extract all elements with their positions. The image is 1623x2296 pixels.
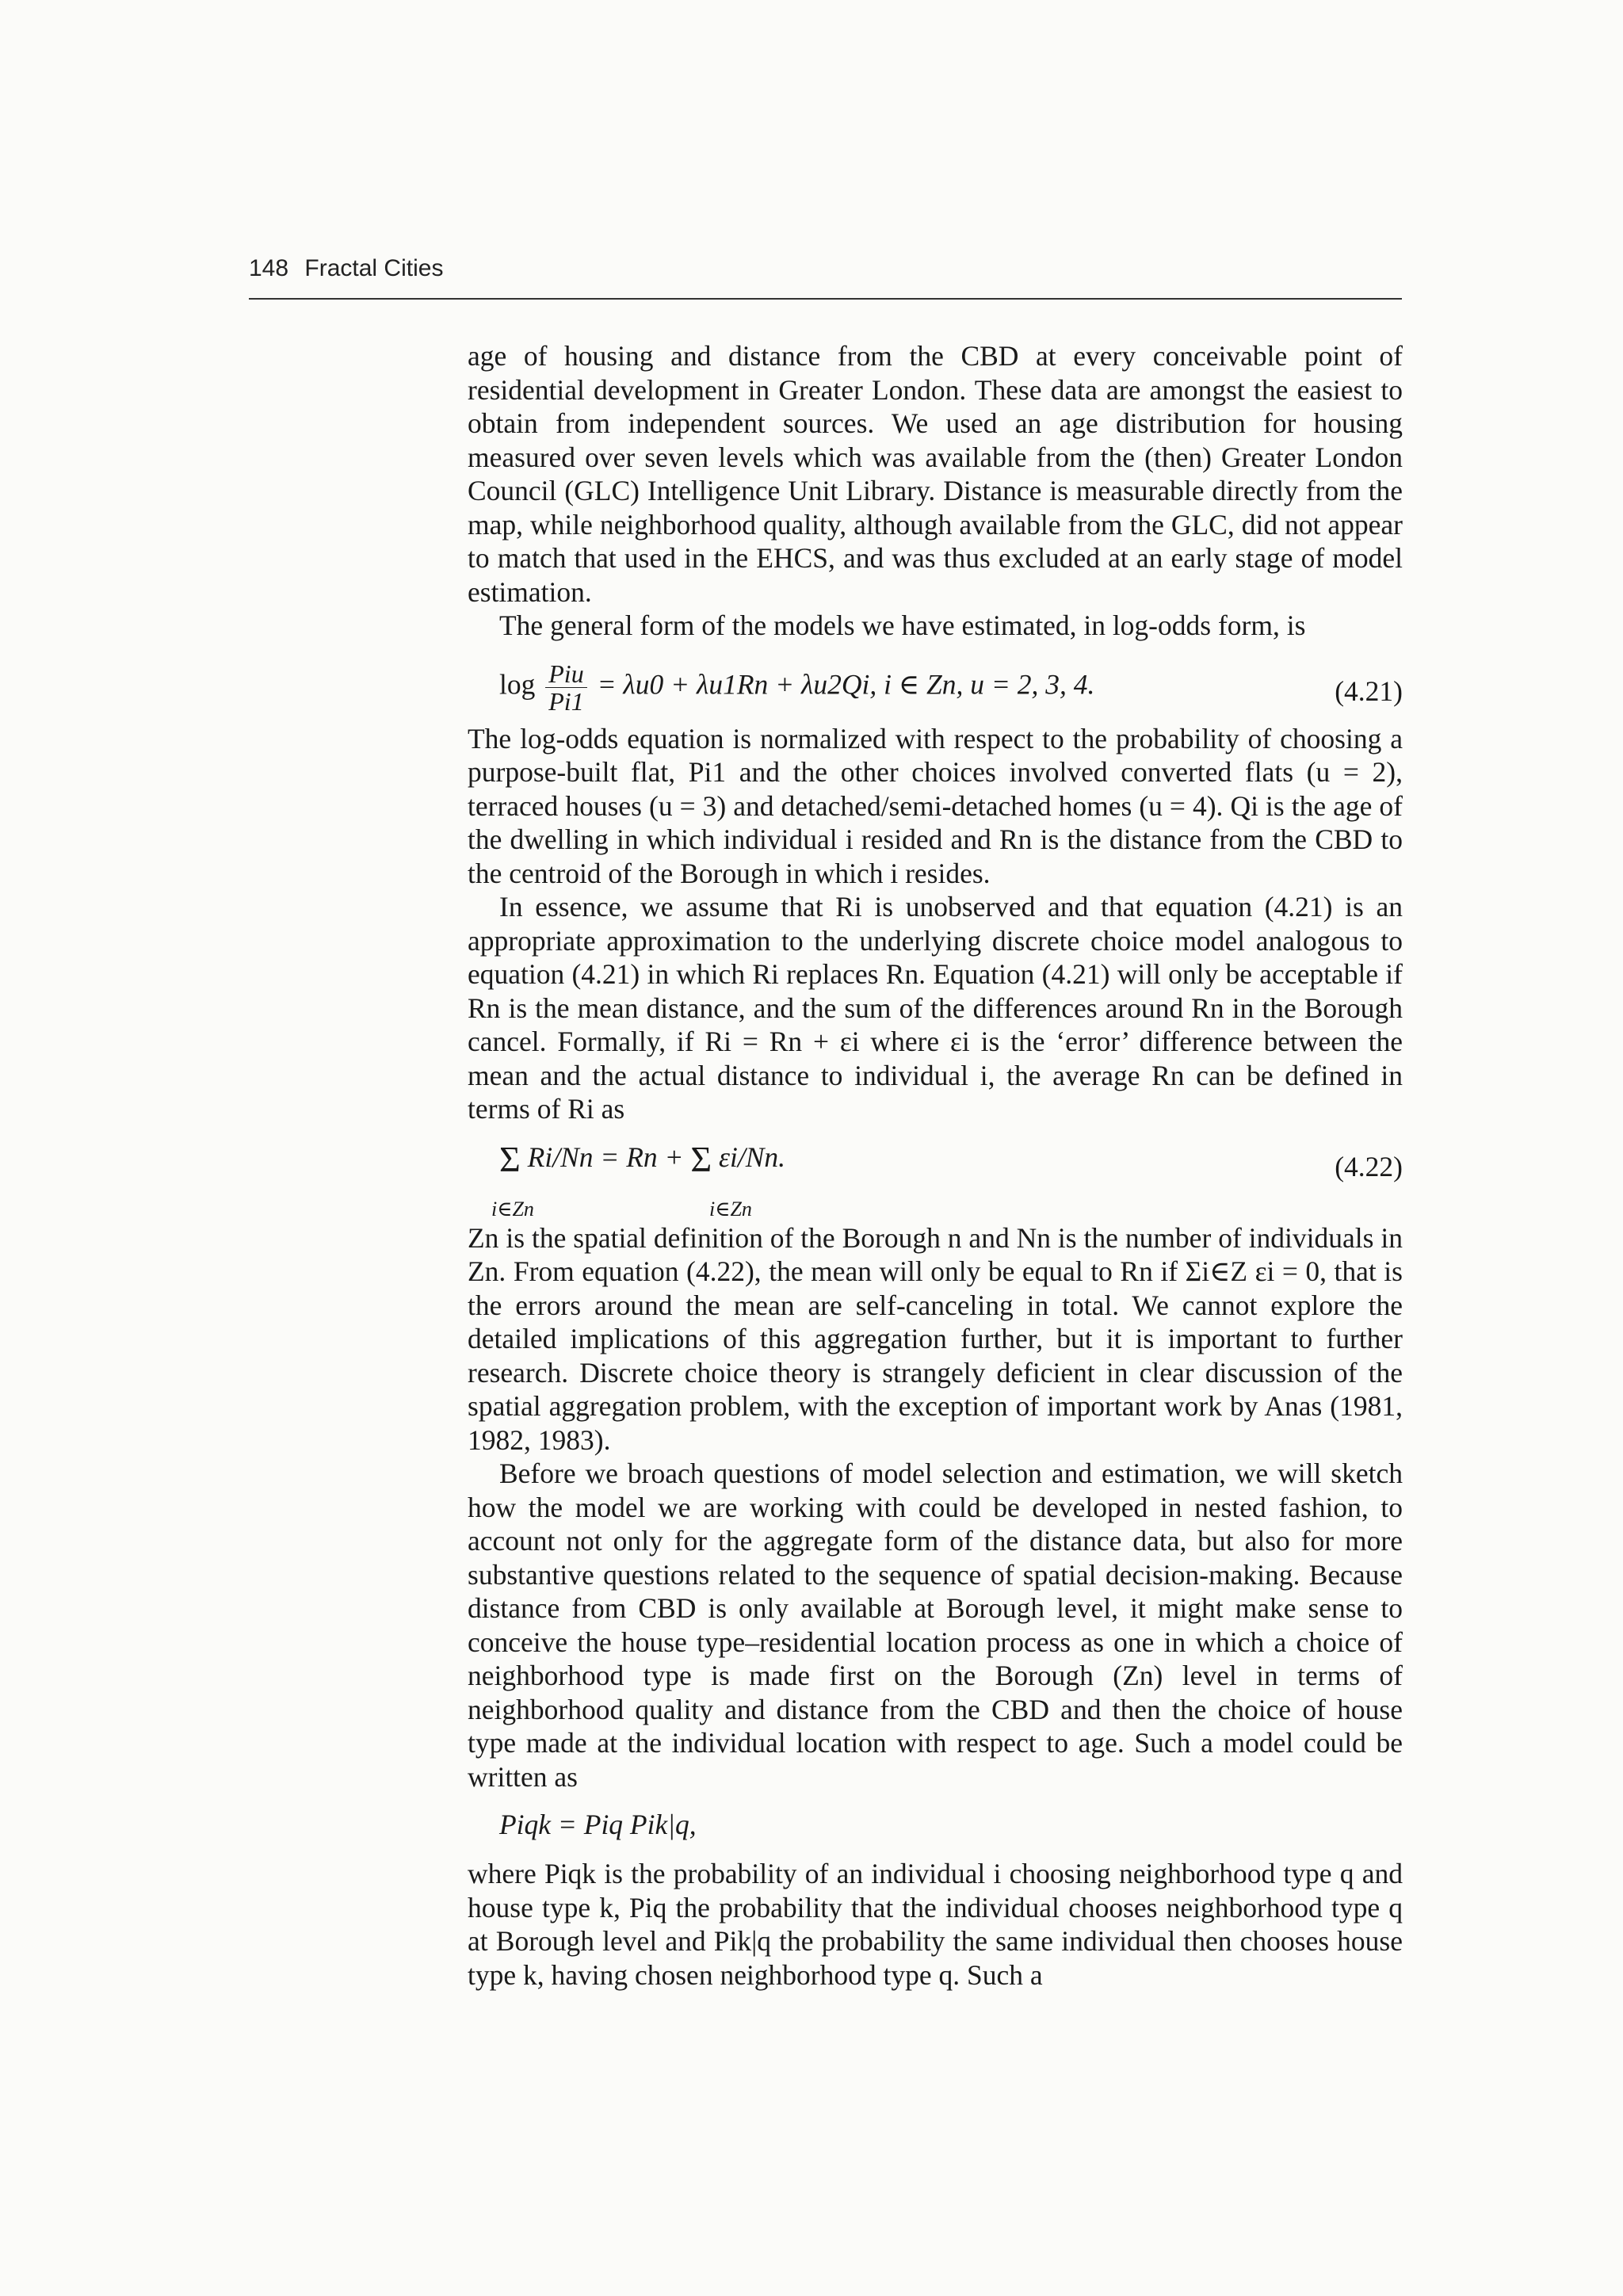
body-text (468, 339, 1403, 1992)
paragraph-3: The log-odds equation is normalized with respect to the probability of choosing a purpose-built flat, Pi1 and the other choices involved converted flats (u = 2), terraced houses (u = 3) and detached/semi-detached homes (u = 4). Qi is the age of the dwelling in which individual i resided and Rn is the distance from the CBD to the centroid of the Borough in which i resides. (468, 722, 1403, 889)
header-rule (249, 298, 1402, 300)
equation-4-21 (468, 643, 1403, 722)
paragraph-5: Zn is the spatial definition of the Borough n and Nn is the number of individuals in Zn. From equation (4.22), the mean will only be equal to Rn if Σi∈Z εi = 0, that is the errors around the mean are self-canceling in total. We cannot explore the detailed implications of this aggregation further, but it is important to further research. Discrete choice theory is strangely deficient in clear discussion of the spatial aggregation problem, with the exception of important work by Anas (1981, 1982, 1983). (468, 1221, 1403, 1456)
eq-fraction (545, 660, 586, 715)
eq-nested-body: Piqk = Piq Pik|q, (499, 1809, 697, 1840)
paragraph-2: The general form of the models we have estimated, in log-odds form, is (499, 609, 1306, 641)
sum-index: i∈Zn (709, 1197, 752, 1221)
sum-index: i∈Zn (491, 1197, 534, 1221)
paragraph-6: Before we broach questions of model selection and estimation, we will sketch how the model we are working with could be developed in nested fashion, to account not only for the aggregate form of the distance data, but also for more substantive questions related to the sequence of spatial decision-making. Because distance from CBD is only available at Borough level, it might make sense to conceive the house type–residential location process as one in which a choice of neighborhood type is made first on the Borough (Zn) level in terms of neighborhood quality and distance from the CBD and then the choice of house type made at the individual location with respect to age. Such a model could be written as (468, 1457, 1403, 1793)
eq-denominator: Pi1 (548, 686, 584, 716)
paragraph-4: In essence, we assume that Ri is unobserved and that equation (4.21) is an appropriate approximation to the underlying discrete choice model analogous to equation (4.21) in which Ri replaces Rn. Equation (4.21) will only be acceptable if Rn is the mean distance, and the sum of the differences around Rn in the Borough cancel. Formally, if Ri = Rn + εi where εi is the ‘error’ difference between the mean and the actual distance to individual i, the average Rn can be defined in terms of Ri as (468, 891, 1403, 1125)
paragraph-1: age of housing and distance from the CBD at every conceivable point of residential development in Greater London. These data are amongst the easiest to obtain from independent sources. We used an age distribution for housing measured over seven levels which was available from the (then) Greater London Council (GLC) Intelligence Unit Library. Distance is measurable directly from the map, while neighborhood quality, although available from the GLC, did not appear to match that used in the EHCS, and was thus excluded at an early stage of model estimation. (468, 340, 1403, 608)
eq-numerator: Piu (545, 660, 586, 688)
equation-4-22 (468, 1126, 1403, 1221)
paragraph-7: where Piqk is the probability of an individual i choosing neighborhood type q and house type k, Piq the probability that the individual chooses neighborhood type q at Borough level and Pik|q the probability the same individual then chooses house type k, having chosen neighborhood type q. Such a (468, 1858, 1403, 1991)
eq-log: log (499, 668, 536, 701)
running-head (249, 255, 443, 282)
sigma-symbol: Σ (690, 1138, 712, 1179)
sigma-symbol: Σ (499, 1138, 521, 1179)
equation-nested (468, 1794, 1403, 1857)
equation-number: (4.21) (1335, 674, 1403, 707)
eq-rhs: = λu0 + λu1Rn + λu2Qi, i ∈ Zn, u = 2, 3, 4. (597, 668, 1095, 701)
book-title: Fractal Cities (304, 255, 444, 281)
page-number: 148 (249, 255, 289, 281)
eq-rhs: εi/Nn. (719, 1140, 786, 1173)
eq-lhs: Ri/Nn = Rn + (527, 1140, 684, 1173)
equation-number: (4.22) (1335, 1150, 1403, 1182)
